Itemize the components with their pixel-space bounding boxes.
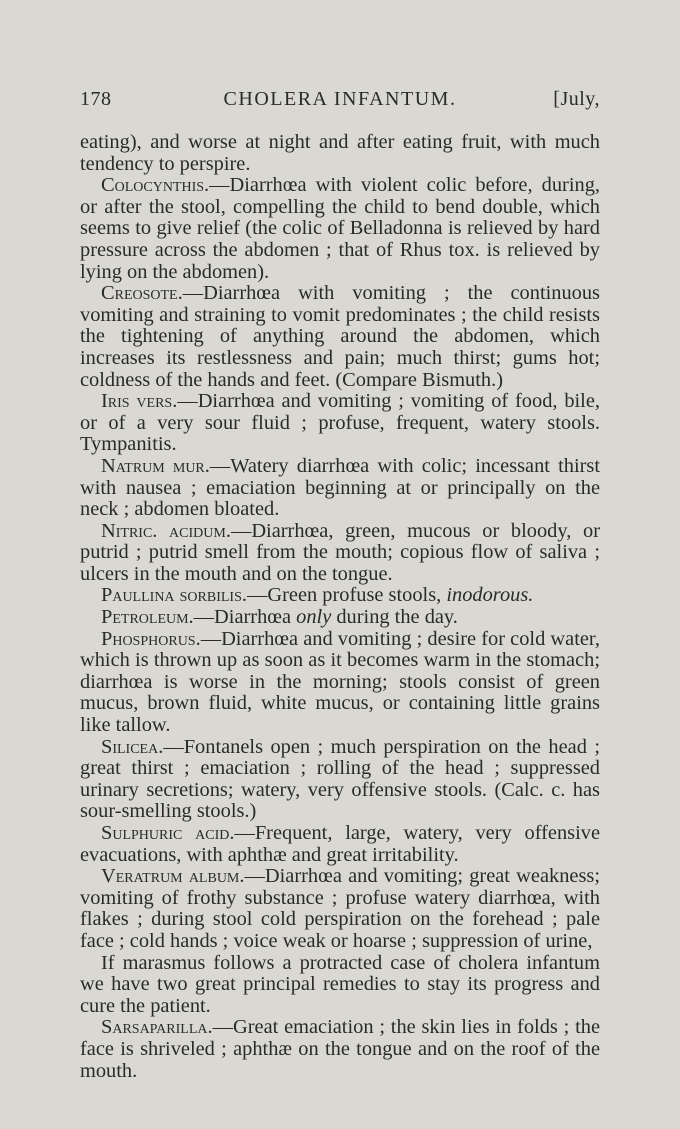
remedy-description: —Fontanels open ; much perspiration on the head ; great thirst ; emaciation ; rolling of the head ; suppressed urinary secretions; watery, very offensive stools. (Calc. c. has sour-smelling stools.) [80, 735, 600, 823]
remedy-name: Iris vers. [101, 390, 178, 413]
remedy-entry [80, 521, 600, 586]
remedy-name: Sulphuric acid. [101, 822, 235, 844]
remedy-description: —Diarrhœa, green, mucous or bloody, or putrid ; putrid smell from the mouth; copious flow of saliva ; ulcers in the mouth and on the tongue. [80, 519, 600, 585]
remedy-entry [80, 585, 600, 607]
page-body [80, 132, 600, 1082]
remedy-emphasis: only [296, 606, 332, 629]
paragraph-text: eating), and worse at night and after eating fruit, with much tendency to perspire. [80, 131, 600, 175]
remedy-entry [80, 823, 600, 866]
remedy-name: Natrum mur. [101, 454, 210, 477]
issue-date: [July, [553, 88, 600, 110]
paragraph-text: If marasmus follows a protracted case of cholera infantum we have two great principal remedies to stay its progress and cure the patient. [80, 951, 600, 1017]
paragraph [80, 953, 600, 1018]
remedy-name: Petroleum. [101, 606, 194, 629]
remedy-description: —Diarrhœa and vomiting ; desire for cold water, which is thrown up as soon as it becomes warm in the stomach; diarrhœa is worse in the morning; stools consist of green mucus, brown fluid, white mucus, or containing little grains like tallow. [80, 627, 600, 737]
remedy-entry [80, 607, 600, 629]
remedy-description: —Diarrhœa with violent colic before, during, or after the stool, compelling the child to bend double, which seems to give relief (the colic of Belladonna is relieved by hard pressure across the abdomen ; that of Rhus tox. is relieved by lying on the abdomen). [80, 174, 600, 283]
remedy-name: Sarsaparilla. [101, 1016, 213, 1039]
remedy-description: —Frequent, large, watery, very offensive evacuations, with aphthæ and great irritability. [80, 822, 600, 866]
remedy-name: Silicea. [101, 735, 164, 758]
remedy-entry [80, 1017, 600, 1082]
remedy-entry [80, 391, 600, 456]
remedy-description-end: during the day. [331, 606, 458, 629]
remedy-description: —Green profuse stools, [246, 584, 447, 607]
remedy-description: —Diarrhœa [193, 606, 297, 629]
remedy-entry [80, 175, 600, 283]
remedy-description: —Watery diarrhœa with colic; incessant thirst with nausea ; emaciation beginning at or principally on the neck ; abdomen bloated. [80, 454, 601, 521]
remedy-entry [80, 866, 600, 952]
remedy-description: —Diarrhœa and vomiting; great weakness; vomiting of frothy substance ; profuse watery diarrhœa, with flakes ; during stool cold perspiration on the forehead ; pale face ; cold hands ; voice weak or hoarse ; suppression of urine, [80, 865, 600, 952]
running-title: CHOLERA INFANTUM. [223, 88, 457, 110]
remedy-name: Veratrum album. [101, 865, 245, 888]
page-number: 178 [80, 88, 112, 110]
remedy-description: —Diarrhœa with vomiting ; the continuous vomiting and straining to vomit predominates ; the child resists the tightening of anything around the abdomen, which increases its restlessness and pain; much thirst; gums hot; coldness of the hands and feet. (Compare Bismuth.) [80, 282, 600, 391]
paragraph [80, 132, 600, 175]
remedy-name: Nitric. acidum. [101, 519, 231, 542]
remedy-name: Creosote. [101, 282, 183, 305]
remedy-description: —Diarrhœa and vomiting ; vomiting of food, bile, or of a very sour fluid ; profuse, frequent, watery stools. Tympanitis. [80, 390, 600, 456]
remedy-description: —Great emaciation ; the skin lies in folds ; the face is shriveled ; aphthæ on the tongue and on the roof of the mouth. [80, 1016, 600, 1082]
remedy-entry [80, 629, 600, 737]
remedy-name: Paullina sorbilis. [101, 584, 247, 607]
remedy-entry [80, 456, 600, 521]
remedy-name: Colocynthis. [101, 174, 210, 197]
remedy-emphasis: inodorous. [446, 584, 534, 607]
remedy-name: Phosphorus. [101, 627, 201, 650]
remedy-entry [80, 737, 600, 823]
remedy-entry [80, 283, 600, 391]
running-header [80, 88, 600, 120]
